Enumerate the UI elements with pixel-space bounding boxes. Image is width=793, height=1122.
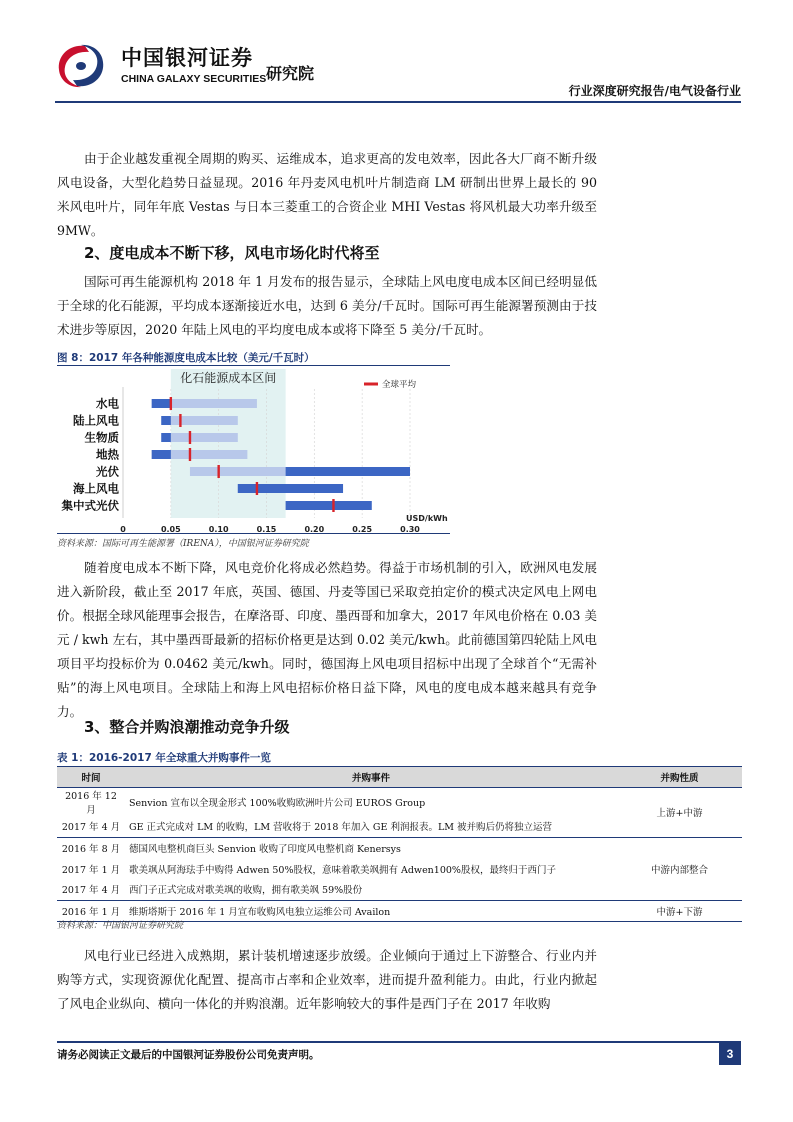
table-row xyxy=(57,788,742,817)
bar-range xyxy=(161,416,238,425)
x-tick-label: 0.20 xyxy=(304,525,325,532)
category-label: 陆上风电 xyxy=(73,413,119,428)
brand-logo xyxy=(55,36,355,96)
average-marker xyxy=(170,397,172,410)
category-label: 生物质 xyxy=(84,430,119,445)
row-event: GE 正式完成对 LM 的收购，LM 营收将于 2018 年加入 GE 利润报表。LM 被并购后仍将独立运营 xyxy=(125,816,617,837)
header-time: 时间 xyxy=(57,767,125,788)
category-label: 水电 xyxy=(96,396,119,411)
footer-divider xyxy=(57,1041,741,1043)
row-type: 上游+中游 xyxy=(617,788,742,838)
bar-core xyxy=(286,467,410,476)
bar-core xyxy=(238,484,343,493)
table-header-row xyxy=(57,767,742,788)
average-marker xyxy=(189,448,191,461)
x-tick-label: 0.30 xyxy=(400,525,420,532)
row-event: 德国风电整机商巨头 Senvion 收购了印度风电整机商 Kenersys xyxy=(129,843,401,855)
page-number: 3 xyxy=(719,1043,741,1065)
header-divider xyxy=(55,101,741,103)
section-heading-2: 2、度电成本不断下移，风电市场化时代将至 xyxy=(84,244,380,262)
paragraph-2: 国际可再生能源机构 2018 年 1 月发布的报告显示，全球陆上风电度电成本区间已经明显低于全球的化石能源，平均成本逐渐接近水电，达到 6 美分/千瓦时。国际可再生能源署预测由于技术进步等原因，2020 年陆上风电的平均度电成本或将下降至 5 美分/千瓦时。 xyxy=(57,274,597,337)
row-event: 歌美飒从阿海珐手中购得 Adwen 50%股权，意味着歌美飒拥有 Adwen100%股权，最终归于西门子 xyxy=(129,864,556,876)
x-tick-label: 0.15 xyxy=(256,525,277,532)
paragraph-1: 由于企业越发重视全周期的购买、运维成本，追求更高的发电效率，因此各大厂商不断升级风电设备，大型化趋势日益显现。2016 年丹麦风电机叶片制造商 LM 研制出世界上最长的 90 米风电叶片，同年年底 Vestas 与日本三菱重工的合资企业 MHI Vestas 将风机最大功率升级至 9MW。 xyxy=(57,151,597,238)
logo-english-name: CHINA GALAXY SECURITIES xyxy=(121,73,267,85)
category-label: 海上风电 xyxy=(73,481,119,496)
average-marker xyxy=(256,482,258,495)
bar-core xyxy=(286,501,372,510)
bar-core xyxy=(152,450,171,459)
x-tick-label: 0 xyxy=(120,525,126,532)
x-tick-label: 0.25 xyxy=(352,525,373,532)
bar-range xyxy=(161,433,238,442)
row-time: 2016 年 1 月 xyxy=(57,900,125,921)
bar-core xyxy=(161,416,171,425)
category-label: 地热 xyxy=(96,447,119,462)
table-source: 资料来源：中国银河证券研究院 xyxy=(57,921,184,931)
row-time: 2017 年 4 月 xyxy=(57,816,125,837)
header-event: 并购事件 xyxy=(125,767,617,788)
bar-core xyxy=(152,399,171,408)
row-event: 维斯塔斯于 2016 年 1 月宣布收购风电独立运维公司 Availon xyxy=(125,900,617,921)
paragraph-3: 随着度电成本不断下降，风电竞价化将成必然趋势。得益于市场机制的引入，欧洲风电发展进入新阶段，截止至 2017 年底，英国、德国、丹麦等国已采取竞拍定价的模式决定风电上网电价。根据全球风能理事会报告，在摩洛哥、印度、墨西哥和加拿大，2017 年风电价格在 0.03 美元 / kwh 左右，其中墨西哥最新的招标价格更是达到 0.02 美元/kwh。此前德国第四轮陆上风电项目平均投标价为 0.0462 美元/kwh。同时，德国海上风电项目招标中出现了全球首个“无需补贴”的海上风电项目。全球陆上和海上风电招标价格日益下降，风电的度电成本越来越具有竞争力。 xyxy=(57,560,597,719)
section-heading-3: 3、整合并购浪潮推动竞争升级 xyxy=(84,718,290,736)
figure-rule-bottom xyxy=(57,533,450,534)
average-marker xyxy=(189,431,191,444)
ma-events-table xyxy=(57,766,742,922)
figure-rule-top xyxy=(57,365,450,366)
logo-chinese-name: 中国银河证券 xyxy=(121,46,253,70)
row-type: 中游内部整合 xyxy=(617,837,742,900)
chart-title: 化石能源成本区间 xyxy=(180,371,277,385)
row-time: 2017 年 4 月 xyxy=(57,879,125,900)
figure-title: 图 8：2017 年各种能源度电成本比较（美元/千瓦时） xyxy=(57,352,315,364)
row-event: 西门子正式完成对歌美飒的收购，拥有歌美飒 59%股份 xyxy=(125,879,617,900)
x-tick-label: 0.10 xyxy=(208,525,229,532)
chart-unit-label: USD/kWh xyxy=(406,514,448,523)
row-time: 2016 年 8 月 xyxy=(61,843,121,855)
table-title: 表 1：2016-2017 年全球重大并购事件一览 xyxy=(57,752,271,764)
institute-label: 研究院 xyxy=(266,64,315,83)
row-event: Senvion 宣布以全现金形式 100%收购欧洲叶片公司 EUROS Group xyxy=(129,798,426,809)
average-marker xyxy=(332,499,334,512)
x-tick-label: 0.05 xyxy=(160,525,181,532)
legend-label: 全球平均 xyxy=(382,380,417,390)
row-type: 中游+下游 xyxy=(617,900,742,921)
galaxy-logo-icon xyxy=(55,42,107,90)
footer-disclaimer: 请务必阅读正文最后的中国银河证券股份公司免责声明。 xyxy=(57,1049,320,1061)
lcoe-chart xyxy=(57,367,452,532)
table-row xyxy=(57,837,742,858)
figure-source: 资料来源：国际可再生能源署（IRENA），中国银河证券研究院 xyxy=(57,539,309,549)
row-time: 2017 年 1 月 xyxy=(61,864,121,876)
row-time: 2016 年 12 月 xyxy=(65,791,117,816)
header-type: 并购性质 xyxy=(617,767,742,788)
report-type: 行业深度研究报告/电气设备行业 xyxy=(568,84,741,98)
category-label: 光伏 xyxy=(96,464,119,479)
average-marker xyxy=(179,414,181,427)
category-label: 集中式光伏 xyxy=(61,498,119,513)
average-marker xyxy=(217,465,219,478)
paragraph-4: 风电行业已经进入成熟期，累计装机增速逐步放缓。企业倾向于通过上下游整合、行业内并购等方式，实现资源优化配置、提高市占率和企业效率，进而提升盈利能力。由此，行业内掀起了风电企业纵向、横向一体化的并购浪潮。近年影响较大的事件是西门子在 2017 年收购 xyxy=(57,948,597,1011)
bar-core xyxy=(161,433,171,442)
fossil-range-band xyxy=(171,369,286,518)
